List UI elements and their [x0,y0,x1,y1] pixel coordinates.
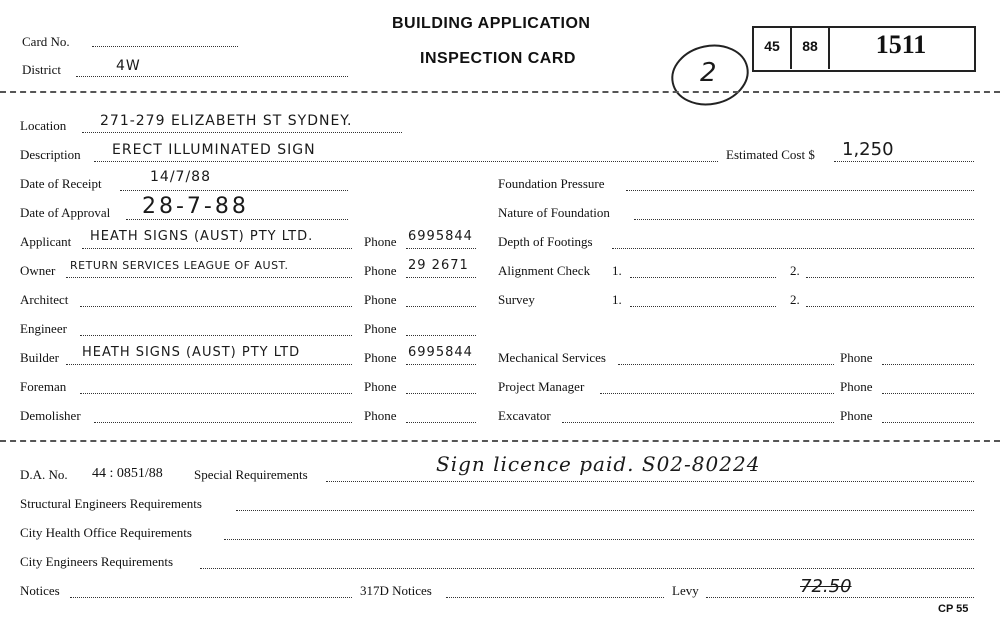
description-label: Description [20,147,81,162]
project-manager-label: Project Manager [498,379,585,394]
special-requirements-label: Special Requirements [194,467,308,482]
date-receipt-line [120,190,348,191]
excavator-line [562,422,834,423]
foundation-pressure-label: Foundation Pressure [498,176,605,191]
mechanical-line [618,364,834,365]
location-line [82,132,402,133]
applicant-phone-value: 6995844 [408,229,473,244]
builder-phone-label: Phone [364,350,397,365]
foreman-phone-line [406,393,476,394]
mechanical-phone-label: Phone [840,350,873,365]
estimated-cost-value: 1,250 [842,139,894,160]
mechanical-phone-line [882,364,974,365]
engineer-line [80,335,352,336]
architect-label: Architect [20,292,69,307]
circled-number: 2 [700,58,717,88]
health-label: City Health Office Requirements [20,525,192,540]
date-approval-value: 28-7-88 [142,194,249,219]
owner-phone-value: 29 2671 [408,258,469,273]
da-no-value: 44 : 0851/88 [92,466,163,481]
depth-footings-line [612,248,974,249]
foundation-pressure-line [626,190,974,191]
excavator-phone-label: Phone [840,408,873,423]
owner-value: RETURN SERVICES LEAGUE OF AUST. [70,259,289,272]
excavator-label: Excavator [498,408,551,423]
district-line [76,76,348,77]
section-divider-top [0,91,1000,93]
owner-phone-label: Phone [364,263,397,278]
depth-footings-label: Depth of Footings [498,234,593,249]
alignment-line-2 [806,277,974,278]
alignment-check-label: Alignment Check [498,263,591,278]
builder-label: Builder [20,350,59,365]
survey-line-1 [630,306,776,307]
applicant-phone-label: Phone [364,234,397,249]
city-engineers-label: City Engineers Requirements [20,554,174,569]
nature-foundation-line [634,219,974,220]
description-line [94,161,718,162]
alignment-num-1: 1. [612,263,622,278]
structural-line [236,510,974,511]
nature-foundation-label: Nature of Foundation [498,205,610,220]
health-line [224,539,974,540]
demolisher-phone-line [406,422,476,423]
card-no-line [92,46,238,47]
notices-label: Notices [20,583,60,598]
notices-line [70,597,352,598]
title-line2: INSPECTION CARD [420,50,576,67]
engineer-phone-line [406,335,476,336]
date-receipt-value: 14/7/88 [150,169,211,185]
project-manager-phone-label: Phone [840,379,873,394]
applicant-line [82,248,352,249]
excavator-phone-line [882,422,974,423]
section-divider-middle [0,440,1000,442]
survey-num-1: 1. [612,292,622,307]
notices-317d-label: 317D Notices [360,583,432,598]
applicant-value: HEATH SIGNS (AUST) PTY LTD. [90,229,314,244]
builder-value: HEATH SIGNS (AUST) PTY LTD [82,345,301,360]
demolisher-phone-label: Phone [364,408,397,423]
box-cell-a: 45 [764,38,780,54]
estimated-cost-label: Estimated Cost $ [726,147,815,162]
builder-phone-line [406,364,476,365]
special-requirements-value: Sign licence paid. S02-80224 [436,452,761,476]
city-engineers-line [200,568,974,569]
foreman-line [80,393,352,394]
date-approval-line [126,219,348,220]
levy-value: 72.50 [800,576,852,597]
project-manager-phone-line [882,393,974,394]
da-no-label: D.A. No. [20,467,68,482]
project-manager-line [600,393,834,394]
survey-num-2: 2. [790,292,800,307]
date-approval-label: Date of Approval [20,205,111,220]
owner-line [66,277,352,278]
foreman-label: Foreman [20,379,67,394]
box-cell-number: 1511 [875,30,927,59]
demolisher-line [94,422,352,423]
owner-phone-line [406,277,476,278]
structural-label: Structural Engineers Requirements [20,496,202,511]
mechanical-label: Mechanical Services [498,350,606,365]
district-label: District [22,62,61,77]
applicant-phone-line [406,248,476,249]
survey-line-2 [806,306,974,307]
foreman-phone-label: Phone [364,379,397,394]
architect-phone-label: Phone [364,292,397,307]
alignment-num-2: 2. [790,263,800,278]
owner-label: Owner [20,263,56,278]
description-value: ERECT ILLUMINATED SIGN [112,142,316,158]
location-label: Location [20,118,67,133]
title-line1: BUILDING APPLICATION [392,15,591,32]
location-value: 271-279 ELIZABETH ST SYDNEY. [100,113,353,129]
builder-phone-value: 6995844 [408,345,473,360]
engineer-phone-label: Phone [364,321,397,336]
survey-label: Survey [498,292,535,307]
engineer-label: Engineer [20,321,67,336]
notices-317d-line [446,597,664,598]
alignment-line-1 [630,277,776,278]
form-code: CP 55 [938,603,969,615]
levy-line [706,597,974,598]
estimated-cost-line [834,161,974,162]
demolisher-label: Demolisher [20,408,81,423]
date-receipt-label: Date of Receipt [20,176,102,191]
architect-line [80,306,352,307]
levy-label: Levy [672,583,699,598]
box-cell-b: 88 [802,38,818,54]
special-requirements-line [326,481,974,482]
architect-phone-line [406,306,476,307]
card-no-label: Card No. [22,34,70,49]
district-value: 4W [116,58,141,74]
applicant-label: Applicant [20,234,72,249]
builder-line [66,364,352,365]
